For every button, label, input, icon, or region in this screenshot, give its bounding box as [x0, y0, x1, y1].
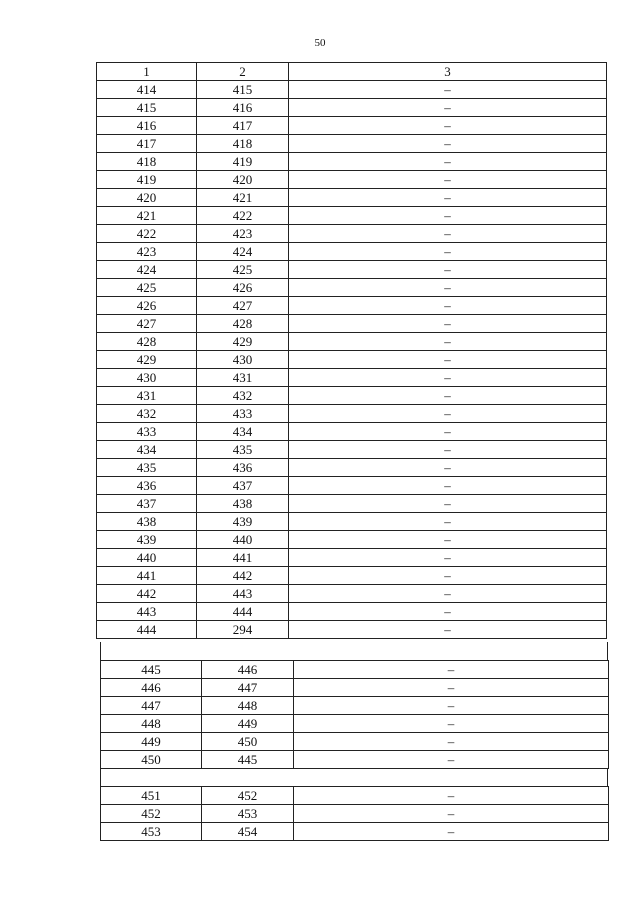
- table-cell: –: [294, 715, 609, 733]
- table-cell: 450: [101, 751, 202, 769]
- table-cell: 439: [97, 531, 197, 549]
- table-cell: –: [289, 423, 607, 441]
- table-cell: 431: [97, 387, 197, 405]
- table-cell: 452: [202, 787, 294, 805]
- table-cell: 417: [197, 117, 289, 135]
- table-cell: 453: [202, 805, 294, 823]
- table-row: [97, 207, 607, 225]
- table-cell: –: [289, 351, 607, 369]
- table-cell: 434: [97, 441, 197, 459]
- table-cell: 414: [97, 81, 197, 99]
- table-cell: 442: [197, 567, 289, 585]
- table-row: [97, 297, 607, 315]
- table-row: [97, 585, 607, 603]
- table-row: [97, 405, 607, 423]
- table-cell: 431: [197, 369, 289, 387]
- table-row: [97, 459, 607, 477]
- table-cell: 441: [197, 549, 289, 567]
- page-number: 50: [314, 37, 326, 49]
- table-cell: 424: [97, 261, 197, 279]
- table-cell: 438: [197, 495, 289, 513]
- table-cell: –: [289, 171, 607, 189]
- table-cell: 436: [197, 459, 289, 477]
- table-cell: 419: [197, 153, 289, 171]
- table-cell: –: [289, 549, 607, 567]
- table-cell: 442: [97, 585, 197, 603]
- table-cell: –: [294, 697, 609, 715]
- table-cell: 451: [101, 787, 202, 805]
- table-cell: 437: [197, 477, 289, 495]
- table-row: [97, 477, 607, 495]
- table-cell: –: [289, 135, 607, 153]
- table-cell: 294: [197, 621, 289, 639]
- column-header: 1: [97, 63, 197, 81]
- table-row: [101, 697, 609, 715]
- table-cell: –: [289, 207, 607, 225]
- table-cell: –: [289, 189, 607, 207]
- data-table-b: [100, 660, 609, 769]
- table-row: [101, 733, 609, 751]
- table-cell: 454: [202, 823, 294, 841]
- table-cell: 445: [101, 661, 202, 679]
- table-row: [97, 135, 607, 153]
- table-cell: –: [289, 585, 607, 603]
- table-cell: –: [289, 459, 607, 477]
- table-row: [97, 225, 607, 243]
- table-cell: –: [289, 405, 607, 423]
- table-cell: –: [289, 99, 607, 117]
- table-cell: 418: [197, 135, 289, 153]
- table-cell: 424: [197, 243, 289, 261]
- table-row: [101, 823, 609, 841]
- table-cell: 433: [97, 423, 197, 441]
- table-row: [101, 661, 609, 679]
- table-row: [97, 603, 607, 621]
- table-cell: 444: [197, 603, 289, 621]
- table-cell: –: [289, 441, 607, 459]
- table-cell: 429: [97, 351, 197, 369]
- table-cell: 432: [97, 405, 197, 423]
- table-cell: –: [289, 387, 607, 405]
- table-cell: –: [289, 603, 607, 621]
- table-cell: 435: [97, 459, 197, 477]
- table-cell: 446: [101, 679, 202, 697]
- table-cell: –: [289, 297, 607, 315]
- column-header: 3: [289, 63, 607, 81]
- table-cell: 429: [197, 333, 289, 351]
- table-row: [97, 153, 607, 171]
- table-cell: 427: [97, 315, 197, 333]
- table-cell: 444: [97, 621, 197, 639]
- table-row: [101, 715, 609, 733]
- table-cell: –: [289, 531, 607, 549]
- table-cell: 421: [197, 189, 289, 207]
- table-cell: –: [294, 733, 609, 751]
- table-cell: 415: [197, 81, 289, 99]
- table-cell: 447: [202, 679, 294, 697]
- table-cell: –: [289, 513, 607, 531]
- table-cell: 453: [101, 823, 202, 841]
- table-cell: –: [289, 261, 607, 279]
- table-cell: 428: [97, 333, 197, 351]
- table-cell: 452: [101, 805, 202, 823]
- section-separator: [100, 768, 608, 786]
- table-cell: 421: [97, 207, 197, 225]
- table-row: [97, 531, 607, 549]
- table-cell: 422: [197, 207, 289, 225]
- table-cell: 445: [202, 751, 294, 769]
- table-row: [97, 549, 607, 567]
- table-cell: –: [289, 225, 607, 243]
- table-cell: 417: [97, 135, 197, 153]
- table-cell: 425: [97, 279, 197, 297]
- table-row: [97, 171, 607, 189]
- table-row: [97, 567, 607, 585]
- table-row: [101, 805, 609, 823]
- table-row: [97, 513, 607, 531]
- table-cell: –: [289, 333, 607, 351]
- table-header-row: [97, 63, 607, 81]
- column-header: 2: [197, 63, 289, 81]
- table-cell: 450: [202, 733, 294, 751]
- table-cell: 428: [197, 315, 289, 333]
- table-cell: 437: [97, 495, 197, 513]
- table-cell: 432: [197, 387, 289, 405]
- table-cell: –: [294, 787, 609, 805]
- table-cell: 423: [97, 243, 197, 261]
- table-row: [97, 189, 607, 207]
- table-cell: 436: [97, 477, 197, 495]
- table-cell: 435: [197, 441, 289, 459]
- table-row: [97, 387, 607, 405]
- table-cell: 448: [101, 715, 202, 733]
- table-cell: –: [289, 117, 607, 135]
- table-cell: 443: [97, 603, 197, 621]
- table-row: [101, 679, 609, 697]
- table-cell: 426: [97, 297, 197, 315]
- table-cell: 441: [97, 567, 197, 585]
- table-cell: 448: [202, 697, 294, 715]
- table-cell: –: [289, 567, 607, 585]
- table-cell: 420: [197, 171, 289, 189]
- table-cell: 434: [197, 423, 289, 441]
- table-cell: 422: [97, 225, 197, 243]
- table-cell: 440: [97, 549, 197, 567]
- table-cell: 440: [197, 531, 289, 549]
- table-row: [97, 315, 607, 333]
- table-cell: 425: [197, 261, 289, 279]
- table-row: [97, 369, 607, 387]
- table-cell: 443: [197, 585, 289, 603]
- table-row: [97, 261, 607, 279]
- data-table-main: [96, 62, 607, 639]
- table-cell: 415: [97, 99, 197, 117]
- table-cell: –: [294, 679, 609, 697]
- table-cell: –: [294, 751, 609, 769]
- table-cell: –: [294, 805, 609, 823]
- table-cell: 449: [202, 715, 294, 733]
- table-cell: 426: [197, 279, 289, 297]
- table-cell: 447: [101, 697, 202, 715]
- table-cell: –: [294, 823, 609, 841]
- data-table-c: [100, 786, 609, 841]
- table-cell: –: [289, 477, 607, 495]
- table-row: [97, 441, 607, 459]
- table-cell: 438: [97, 513, 197, 531]
- table-row: [97, 243, 607, 261]
- table-row: [101, 787, 609, 805]
- table-cell: 433: [197, 405, 289, 423]
- table-cell: 418: [97, 153, 197, 171]
- table-cell: –: [294, 661, 609, 679]
- table-row: [97, 423, 607, 441]
- table-row: [101, 751, 609, 769]
- table-cell: 416: [197, 99, 289, 117]
- table-cell: –: [289, 495, 607, 513]
- table-cell: –: [289, 621, 607, 639]
- table-cell: 420: [97, 189, 197, 207]
- table-cell: –: [289, 81, 607, 99]
- table-row: [97, 81, 607, 99]
- table-cell: 446: [202, 661, 294, 679]
- table-cell: –: [289, 279, 607, 297]
- table-cell: 416: [97, 117, 197, 135]
- table-cell: –: [289, 315, 607, 333]
- section-separator: [100, 642, 608, 660]
- table-row: [97, 621, 607, 639]
- table-cell: –: [289, 153, 607, 171]
- table-cell: –: [289, 243, 607, 261]
- table-cell: 449: [101, 733, 202, 751]
- table-row: [97, 117, 607, 135]
- table-row: [97, 333, 607, 351]
- table-row: [97, 495, 607, 513]
- table-row: [97, 99, 607, 117]
- table-cell: 423: [197, 225, 289, 243]
- table-cell: –: [289, 369, 607, 387]
- table-cell: 419: [97, 171, 197, 189]
- table-row: [97, 279, 607, 297]
- table-cell: 439: [197, 513, 289, 531]
- table-cell: 430: [197, 351, 289, 369]
- table-row: [97, 351, 607, 369]
- table-cell: 427: [197, 297, 289, 315]
- table-cell: 430: [97, 369, 197, 387]
